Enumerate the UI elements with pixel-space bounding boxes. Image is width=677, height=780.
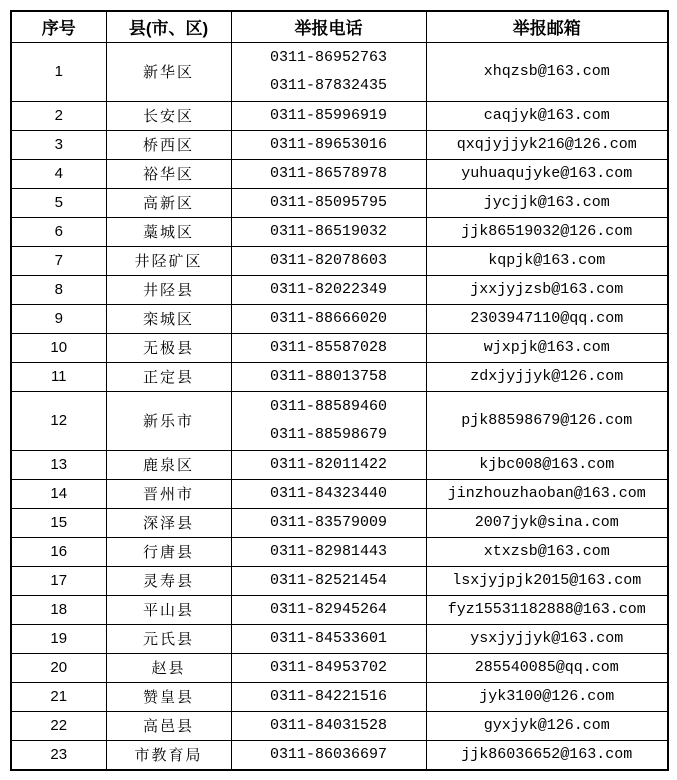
district-name: 长安区	[106, 101, 231, 130]
district-name: 赵县	[106, 653, 231, 682]
row-index: 13	[11, 450, 106, 479]
table-row	[11, 624, 668, 653]
report-email: xhqzsb@163.com	[426, 42, 668, 101]
district-name: 无极县	[106, 333, 231, 362]
table-row	[11, 537, 668, 566]
phone-number: 0311-85095795	[269, 193, 388, 211]
table-row	[11, 246, 668, 275]
report-email: qxqjyjjyk216@126.com	[426, 130, 668, 159]
row-index: 3	[11, 130, 106, 159]
table-row	[11, 508, 668, 537]
report-phone	[231, 450, 426, 479]
row-index: 11	[11, 362, 106, 391]
phone-number: 0311-82981443	[269, 542, 388, 560]
report-email: 285540085@qq.com	[426, 653, 668, 682]
phone-number: 0311-82078603	[269, 251, 388, 269]
phone-number: 0311-85587028	[269, 338, 388, 356]
table-row	[11, 653, 668, 682]
report-email: jinzhouzhaoban@163.com	[426, 479, 668, 508]
col-header-index: 序号	[11, 11, 106, 42]
row-index: 7	[11, 246, 106, 275]
phone-number: 0311-85996919	[269, 106, 388, 124]
table-row	[11, 479, 668, 508]
district-name: 灵寿县	[106, 566, 231, 595]
table-row	[11, 333, 668, 362]
table-row	[11, 101, 668, 130]
row-index: 21	[11, 682, 106, 711]
report-email: yuhuaqujyke@163.com	[426, 159, 668, 188]
row-index: 20	[11, 653, 106, 682]
phone-number: 0311-88013758	[269, 367, 388, 385]
table-row	[11, 740, 668, 770]
row-index: 2	[11, 101, 106, 130]
row-index: 22	[11, 711, 106, 740]
district-name: 市教育局	[106, 740, 231, 770]
row-index: 19	[11, 624, 106, 653]
phone-number: 0311-84953702	[269, 658, 388, 676]
district-name: 新乐市	[106, 391, 231, 450]
report-phone	[231, 42, 426, 101]
table-row	[11, 217, 668, 246]
report-phone	[231, 275, 426, 304]
row-index: 23	[11, 740, 106, 770]
phone-number: 0311-82945264	[269, 600, 388, 618]
row-index: 5	[11, 188, 106, 217]
col-header-email: 举报邮箱	[426, 11, 668, 42]
phone-number: 0311-84031528	[269, 716, 388, 734]
phone-number: 0311-88666020	[269, 309, 388, 327]
phone-number: 0311-89653016	[269, 135, 388, 153]
district-name: 鹿泉区	[106, 450, 231, 479]
report-phone	[231, 159, 426, 188]
report-email: lsxjyjpjk2015@163.com	[426, 566, 668, 595]
row-index: 10	[11, 333, 106, 362]
report-email: zdxjyjjyk@126.com	[426, 362, 668, 391]
district-name: 井陉矿区	[106, 246, 231, 275]
row-index: 1	[11, 42, 106, 101]
district-name: 新华区	[106, 42, 231, 101]
district-name: 井陉县	[106, 275, 231, 304]
report-phone	[231, 566, 426, 595]
row-index: 15	[11, 508, 106, 537]
table-header	[11, 11, 668, 42]
table-row	[11, 682, 668, 711]
report-phone	[231, 479, 426, 508]
report-phone	[231, 711, 426, 740]
phone-number: 0311-86578978	[269, 164, 388, 182]
table-row	[11, 362, 668, 391]
report-phone	[231, 740, 426, 770]
report-email: jycjjk@163.com	[426, 188, 668, 217]
report-email: xtxzsb@163.com	[426, 537, 668, 566]
phone-number: 0311-84323440	[269, 484, 388, 502]
district-name: 桥西区	[106, 130, 231, 159]
district-name: 元氏县	[106, 624, 231, 653]
report-phone	[231, 188, 426, 217]
table-body	[11, 42, 668, 770]
phone-number: 0311-88589460	[269, 397, 388, 415]
district-name: 高邑县	[106, 711, 231, 740]
report-phone	[231, 653, 426, 682]
report-phone	[231, 304, 426, 333]
report-phone	[231, 362, 426, 391]
report-phone	[231, 217, 426, 246]
report-email: jyk3100@126.com	[426, 682, 668, 711]
table-row	[11, 450, 668, 479]
report-email: wjxpjk@163.com	[426, 333, 668, 362]
row-index: 4	[11, 159, 106, 188]
phone-number: 0311-87832435	[269, 76, 388, 94]
report-phone	[231, 537, 426, 566]
district-name: 赞皇县	[106, 682, 231, 711]
report-email: jjk86036652@163.com	[426, 740, 668, 770]
report-phone	[231, 130, 426, 159]
phone-number: 0311-88598679	[269, 425, 388, 443]
report-email: 2007jyk@sina.com	[426, 508, 668, 537]
col-header-district: 县(市、区)	[106, 11, 231, 42]
table-row	[11, 391, 668, 450]
table-row	[11, 711, 668, 740]
phone-number: 0311-84221516	[269, 687, 388, 705]
report-email: pjk88598679@126.com	[426, 391, 668, 450]
table-row	[11, 566, 668, 595]
phone-number: 0311-83579009	[269, 513, 388, 531]
report-email: ysxjyjjyk@163.com	[426, 624, 668, 653]
row-index: 17	[11, 566, 106, 595]
table-row	[11, 188, 668, 217]
row-index: 14	[11, 479, 106, 508]
row-index: 16	[11, 537, 106, 566]
row-index: 8	[11, 275, 106, 304]
row-index: 9	[11, 304, 106, 333]
report-phone	[231, 682, 426, 711]
district-name: 高新区	[106, 188, 231, 217]
district-name: 晋州市	[106, 479, 231, 508]
row-index: 6	[11, 217, 106, 246]
report-email: jxxjyjzsb@163.com	[426, 275, 668, 304]
col-header-phone: 举报电话	[231, 11, 426, 42]
district-name: 裕华区	[106, 159, 231, 188]
report-phone	[231, 101, 426, 130]
district-name: 藁城区	[106, 217, 231, 246]
report-phone	[231, 595, 426, 624]
report-phone	[231, 246, 426, 275]
district-name: 栾城区	[106, 304, 231, 333]
row-index: 12	[11, 391, 106, 450]
phone-number: 0311-82022349	[269, 280, 388, 298]
table-row	[11, 275, 668, 304]
report-phone	[231, 333, 426, 362]
header-row	[11, 11, 668, 42]
phone-number: 0311-82521454	[269, 571, 388, 589]
report-phone	[231, 508, 426, 537]
report-email: jjk86519032@126.com	[426, 217, 668, 246]
report-email: kqpjk@163.com	[426, 246, 668, 275]
district-name: 正定县	[106, 362, 231, 391]
table-row	[11, 159, 668, 188]
phone-number: 0311-86952763	[269, 48, 388, 66]
row-index: 18	[11, 595, 106, 624]
district-name: 深泽县	[106, 508, 231, 537]
table-row	[11, 304, 668, 333]
district-name: 行唐县	[106, 537, 231, 566]
table-row	[11, 595, 668, 624]
phone-number: 0311-84533601	[269, 629, 388, 647]
table-row	[11, 42, 668, 101]
district-name: 平山县	[106, 595, 231, 624]
report-email: fyz15531182888@163.com	[426, 595, 668, 624]
table-row	[11, 130, 668, 159]
report-email: caqjyk@163.com	[426, 101, 668, 130]
report-contacts-table	[10, 10, 669, 771]
report-email: kjbc008@163.com	[426, 450, 668, 479]
phone-number: 0311-82011422	[269, 455, 388, 473]
report-email: 2303947110@qq.com	[426, 304, 668, 333]
phone-number: 0311-86519032	[269, 222, 388, 240]
report-email: gyxjyk@126.com	[426, 711, 668, 740]
phone-number: 0311-86036697	[269, 745, 388, 763]
report-phone	[231, 624, 426, 653]
report-phone	[231, 391, 426, 450]
